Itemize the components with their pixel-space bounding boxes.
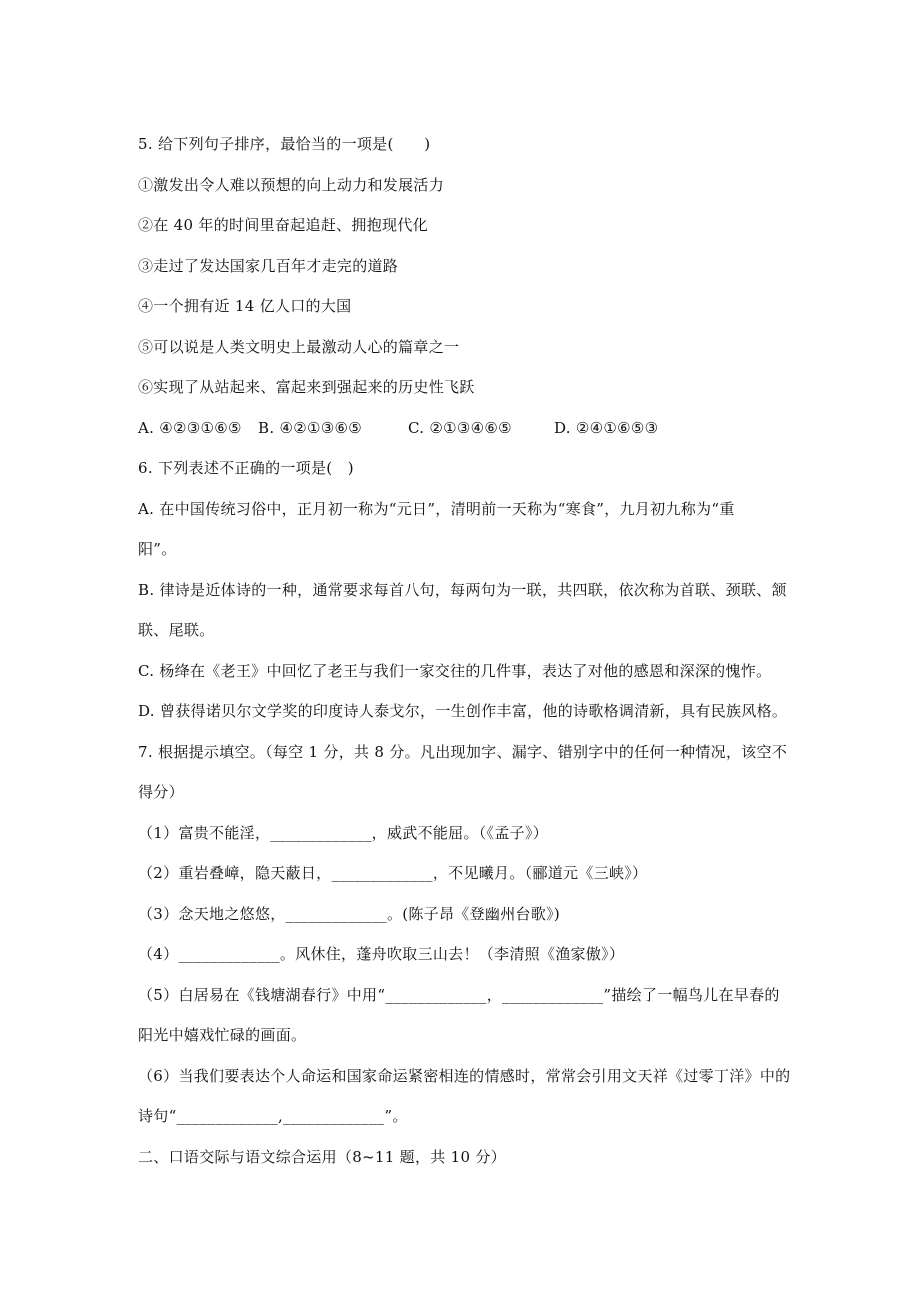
question-7-blank-1: （1）富贵不能淫，_____________，威武不能屈。（《孟子》） bbox=[138, 823, 549, 842]
question-5-item-5: ⑤可以说是人类文明史上最激动人心的篇章之一 bbox=[138, 337, 460, 356]
question-6-option-a-line-2: 阳”。 bbox=[138, 540, 177, 558]
question-5-stem: 5. 给下列句子排序，最恰当的一项是( ) bbox=[138, 135, 431, 153]
question-5-option-c: C. ②①③④⑥⑤ bbox=[408, 418, 512, 437]
question-6-option-b-line-1: B. 律诗是近体诗的一种，通常要求每首八句，每两句为一联，共四联，依次称为首联、颈联、颔 bbox=[138, 580, 787, 599]
question-7-blank-6-line-2: 诗句“_____________,_____________”。 bbox=[138, 1107, 408, 1125]
question-6-option-c: C. 杨绛在《老王》中回忆了老王与我们一家交往的几件事，表达了对他的感恩和深深的愧怍。 bbox=[138, 661, 772, 680]
question-7-blank-4: （4）_____________。风休住，蓬舟吹取三山去！（李清照《渔家傲》） bbox=[138, 945, 625, 963]
question-7-stem-line-1: 7. 根据提示填空。（每空 1 分，共 8 分。凡出现加字、漏字、错别字中的任何一种情况，该空不 bbox=[138, 742, 788, 761]
question-6-option-d: D. 曾获得诺贝尔文学奖的印度诗人泰戈尔，一生创作丰富，他的诗歌格调清新，具有民族风格。 bbox=[138, 702, 788, 720]
question-6-option-a-line-1: A. 在中国传统习俗中，正月初一称为“元日”，清明前一天称为“寒食”，九月初九称为“重 bbox=[138, 499, 735, 518]
question-5-item-4: ④一个拥有近 14 亿人口的大国 bbox=[138, 297, 352, 315]
section-2-title: 二、口语交际与语文综合运用（8~11 题，共 10 分） bbox=[138, 1147, 506, 1166]
question-5-options bbox=[138, 408, 800, 449]
question-5-option-a: A. ④②③①⑥⑤ bbox=[138, 418, 242, 437]
question-5-item-3: ③走过了发达国家几百年才走完的道路 bbox=[138, 256, 399, 275]
question-6-option-b-line-2: 联、尾联。 bbox=[138, 621, 215, 639]
question-6-stem: 6. 下列表述不正确的一项是( ) bbox=[138, 459, 354, 477]
question-7-stem-line-2: 得分） bbox=[138, 783, 184, 801]
question-5-option-b: B. ④②①③⑥⑤ bbox=[258, 418, 362, 437]
exam-content bbox=[138, 124, 800, 1177]
question-5-item-2: ②在 40 年的时间里奋起追赶、拥抱现代化 bbox=[138, 216, 428, 234]
question-5-item-1: ①激发出令人难以预想的向上动力和发展活力 bbox=[138, 175, 445, 194]
question-7-blank-5-line-2: 阳光中嬉戏忙碌的画面。 bbox=[138, 1026, 307, 1044]
question-7-blank-5-line-1: （5）白居易在《钱塘湖春行》中用“_____________，_____________”描绘了一幅鸟儿在早春的 bbox=[138, 985, 780, 1004]
question-7-blank-6-line-1: （6）当我们要表达个人命运和国家命运紧密相连的情感时，常常会引用文天祥《过零丁洋》中的 bbox=[138, 1066, 791, 1085]
question-7-blank-2: （2）重岩叠嶂，隐天蔽日，_____________，不见曦月。（郦道元《三峡》） bbox=[138, 864, 648, 882]
question-5-option-d: D. ②④①⑥⑤③ bbox=[554, 418, 659, 437]
question-7-blank-3: （3）念天地之悠悠，_____________。(陈子昂《登幽州台歌》) bbox=[138, 904, 561, 923]
question-5-item-6: ⑥实现了从站起来、富起来到强起来的历史性飞跃 bbox=[138, 378, 475, 396]
